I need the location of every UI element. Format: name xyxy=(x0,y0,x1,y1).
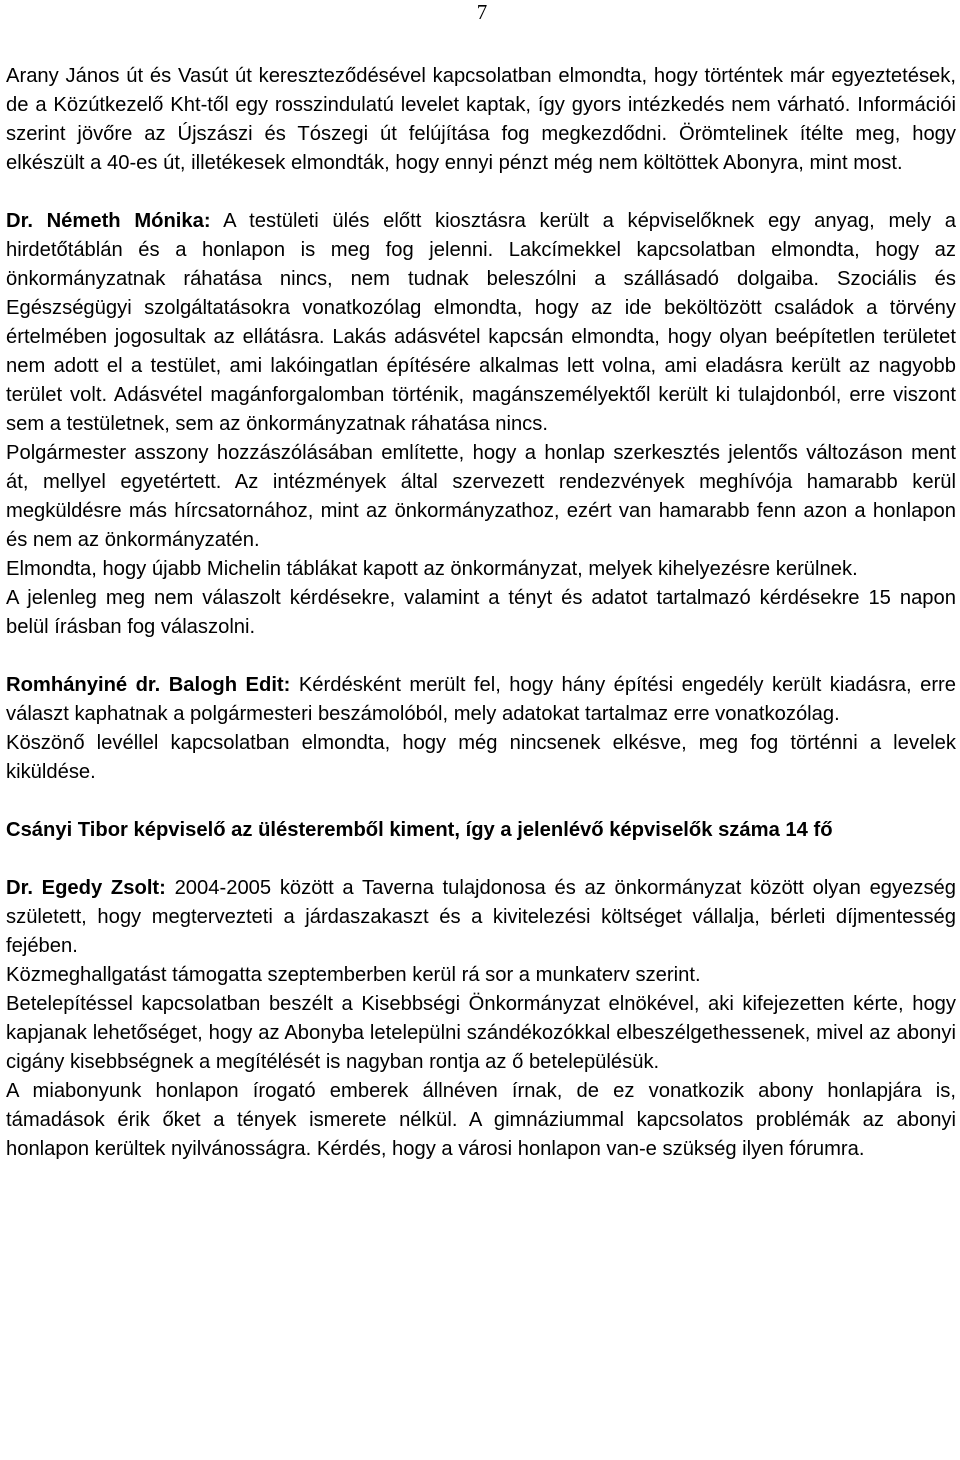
paragraph-text: Betelepítéssel kapcsolatban beszélt a Kisebbségi Önkormányzat elnökével, aki kifejezetten kérte, hogy kapjanak lehetőséget, hogy az Abonyba letelepülni szándékozókkal elbeszélgethessenek, mivel az abonyi cigány kisebbségnek a megítélését is nagyban rontja az ő betelepülésük. xyxy=(6,993,956,1073)
paragraph-nemeth-monika xyxy=(6,207,956,439)
paragraph-text: Köszönő levéllel kapcsolatban elmondta, hogy még nincsenek elkésve, meg fog történni a levelek kiküldése. xyxy=(6,732,956,783)
paragraph-public-hearing xyxy=(6,961,956,990)
paragraph-balogh-edit xyxy=(6,671,956,729)
paragraph-text: Arany János út és Vasút út kereszteződésével kapcsolatban elmondta, hogy történtek már egyeztetések, de a Közútkezelő Kht-től egy rosszindulatú levelet kaptak, így gyors intézkedés nem várható. Információi szerint jövőre az Újszászi és Tószegi út felújítása fog megkezdődni. Örömtelinek ítélte meg, hogy elkészült a 40-es út, illetékesek elmondták, hogy ennyi pénzt még nem költöttek Abonyra, mint most. xyxy=(6,65,956,174)
paragraph-mayor-website xyxy=(6,439,956,555)
speaker-name: Romhányiné dr. Balogh Edit: xyxy=(6,674,291,696)
paragraph-text: Kérdésként merült fel, hogy hány építési engedély került kiadásra, erre választ kaphatnak a polgármesteri beszámolóból, mely adatokat tartalmaz erre vonatkozólag. xyxy=(6,674,956,725)
paragraph-michelin-signs xyxy=(6,555,956,584)
paragraph-settlement xyxy=(6,990,956,1077)
paragraph-text: Elmondta, hogy újabb Michelin táblákat kapott az önkormányzat, melyek kihelyezésre kerülnek. xyxy=(6,558,858,580)
paragraph-text: A testületi ülés előtt kiosztásra került a képviselőknek egy anyag, mely a hirdetőtáblán és a honlapon is meg fog jelenni. Lakcímekkel kapcsolatban elmondta, hogy az önkormányzatnak ráhatása nincs, nem tudnak beleszólni a szállásadó dolgaiba. Szociális és Egészségügyi szolgáltatásokra vonatkozólag elmondta, hogy az ide beköltözött családok a törvény értelmében jogosultak az ellátásra. Lakás adásvétel kapcsán elmondta, hogy olyan beépítetlen területet nem adott el a testület, ami lakóingatlan építésére alkalmas lett volna, ami eladásra került az nagyobb terület volt. Adásvétel magánforgalomban történik, magánszemélyektől került ki tulajdonból, erre viszont sem a testületnek, sem az önkormányzatnak ráhatása nincs. xyxy=(6,210,956,435)
paragraph-thank-you-letter xyxy=(6,729,956,787)
paragraph-website-forum xyxy=(6,1077,956,1164)
paragraph-unanswered-questions xyxy=(6,584,956,642)
attendance-notice: Csányi Tibor képviselő az ülésteremből kiment, így a jelenlévő képviselők száma 14 fő xyxy=(6,819,833,841)
document-body xyxy=(6,62,956,1164)
paragraph-text: 2004-2005 között a Taverna tulajdonosa és az önkormányzat között olyan egyezség született, hogy megtervezteti a járdaszakaszt és a kivitelezési költséget vállalja, bérleti díjmentesség fejében. xyxy=(6,877,956,957)
page-number: 7 xyxy=(476,0,488,24)
paragraph-text: A miabonyunk honlapon írogató emberek állnéven írnak, de ez vonatkozik abony honlapjára is, támadások érik őket a tények ismerete nélkül. A gimnáziummal kapcsolatos problémák az abonyi honlapon kerültek nyilvánosságra. Kérdés, hogy a városi honlapon van-e szükség ilyen fórumra. xyxy=(6,1080,956,1160)
speaker-name: Dr. Németh Mónika: xyxy=(6,210,211,232)
paragraph-egedy-zsolt xyxy=(6,874,956,961)
speaker-name: Dr. Egedy Zsolt: xyxy=(6,877,166,899)
paragraph-text: Polgármester asszony hozzászólásában említette, hogy a honlap szerkesztés jelentős változáson ment át, mellyel egyetértett. Az intézmények által szervezett rendezvények meghívója hamarabb kerül megküldésre más hírcsatornához, mint az önkormányzathoz, ezért van hamarabb fenn azon a honlapon és nem az önkormányzatén. xyxy=(6,442,956,551)
paragraph-text: A jelenleg meg nem válaszolt kérdésekre, valamint a tényt és adatot tartalmazó kérdésekre 15 napon belül írásban fog válaszolni. xyxy=(6,587,956,638)
paragraph-text: Közmeghallgatást támogatta szeptemberben kerül rá sor a munkaterv szerint. xyxy=(6,964,701,986)
paragraph-road-intersection xyxy=(6,62,956,178)
